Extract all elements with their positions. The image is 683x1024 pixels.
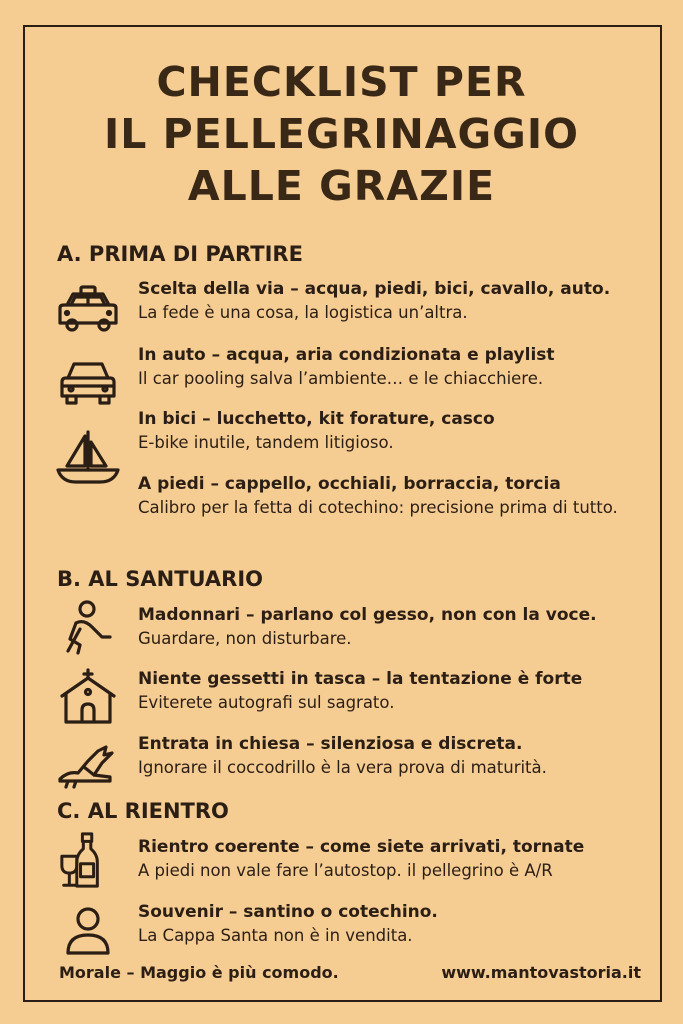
item-description: Eviterete autografi sul sagrato.	[138, 693, 395, 712]
kneeling-person-icon	[54, 599, 122, 655]
footer-website: www.mantovastoria.it	[441, 963, 641, 982]
church-icon	[54, 668, 122, 724]
item-description: La Cappa Santa non è in vendita.	[138, 926, 413, 945]
item-heading: Scelta della via – acqua, piedi, bici, cavallo, auto.	[138, 279, 611, 299]
taxi-car-icon	[54, 280, 122, 336]
item-heading: Entrata in chiesa – silenziosa e discreta.	[138, 734, 523, 754]
title-line-2: IL PELLEGRINAGGIO	[104, 110, 579, 158]
item-heading: In bici – lucchetto, kit forature, casco	[138, 409, 495, 429]
item-heading: A piedi – cappello, occhiali, borraccia, torcia	[138, 474, 561, 494]
car-icon	[54, 356, 122, 412]
crocodile-icon	[54, 741, 122, 797]
item-heading: Rientro coerente – come siete arrivati, tornate	[138, 837, 585, 857]
item-description: E-bike inutile, tandem litigioso.	[138, 433, 394, 452]
person-icon	[54, 905, 122, 961]
section-a-heading: A. PRIMA DI PARTIRE	[57, 242, 303, 266]
item-heading: In auto – acqua, aria condizionata e playlist	[138, 345, 555, 365]
page-title	[0, 56, 683, 212]
wine-bottle-glass-icon	[54, 832, 122, 888]
item-heading: Souvenir – santino o cotechino.	[138, 902, 438, 922]
item-description: La fede è una cosa, la logistica un’altra.	[138, 303, 468, 322]
section-c-heading: C. AL RIENTRO	[57, 799, 229, 823]
footer-moral: Morale – Maggio è più comodo.	[59, 963, 339, 982]
item-description: Ignorare il coccodrillo è la vera prova di maturità.	[138, 758, 547, 777]
item-description: Calibro per la fetta di cotechino: precisione prima di tutto.	[138, 498, 618, 517]
item-heading: Niente gessetti in tasca – la tentazione è forte	[138, 669, 583, 689]
sailboat-icon	[54, 428, 122, 484]
item-description: Guardare, non disturbare.	[138, 629, 352, 648]
title-line-1: CHECKLIST PER	[156, 58, 527, 106]
item-description: Il car pooling salva l’ambiente… e le chiacchiere.	[138, 369, 544, 388]
item-heading: Madonnari – parlano col gesso, non con la voce.	[138, 605, 597, 625]
item-description: A piedi non vale fare l’autostop. il pellegrino è A/R	[138, 861, 553, 880]
title-line-3: ALLE GRAZIE	[187, 162, 496, 210]
section-b-heading: B. AL SANTUARIO	[57, 567, 264, 591]
